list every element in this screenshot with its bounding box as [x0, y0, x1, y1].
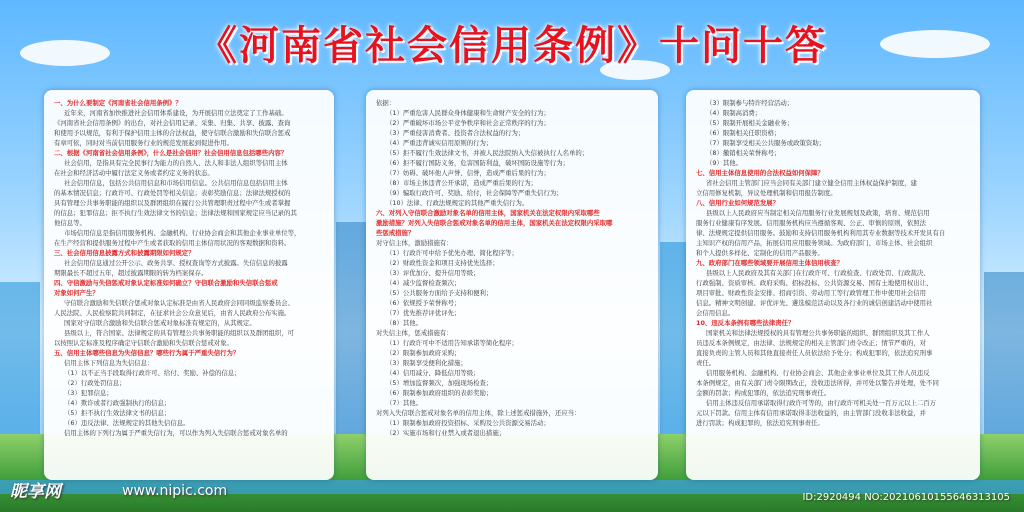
paragraph-line: 的信息；犯罪信息；拒不执行生效法律文书的信息；法律法规和国家规定应当记录的其	[54, 209, 297, 217]
paragraph-line: （4）信用减分、降低信用等级；	[386, 369, 480, 377]
section-heading: 三、社会信用信息披露方式和披露期限如何规定？	[54, 249, 195, 257]
paragraph-line: （2）限制参加政府采购；	[386, 349, 461, 357]
paragraph-line: 对守信主体，激励措施有：	[376, 239, 453, 247]
paragraph-line: （9）其他。	[706, 159, 743, 167]
paragraph-line: （7）限制享受相关公共服务或政策资助；	[706, 139, 826, 147]
text-panel-left	[44, 90, 334, 480]
paragraph-line: 国家对守信联合激励和失信联合惩戒对象标准有规定的，从其规定。	[64, 319, 256, 327]
paragraph-line: （4）限制高消费；	[706, 109, 762, 117]
paragraph-line: 责任。	[696, 359, 716, 367]
paragraph-line: 进行罚款；构成犯罪的，依法追究刑事责任。	[696, 419, 824, 427]
paragraph-line: 信息。精神文明创建、评优评先、遴选模范活动以及各行业的诚信创建活动中使用社	[696, 299, 933, 307]
paragraph-line: （6）限制相关任职资格；	[706, 129, 781, 137]
paragraph-line: （7）其他。	[386, 399, 423, 407]
paragraph-line: 社会信用，是指具有完全民事行为能力的自然人、法人和非法人组织等信用主体	[64, 159, 288, 167]
paragraph-line: 县级以上人民政府及其有关部门在行政许可、行政检查、行政处罚、行政裁决、	[706, 269, 930, 277]
paragraph-line: （8）撤销相关荣誉称号；	[706, 149, 781, 157]
paragraph-line: 信用主体下列信息为失信信息：	[64, 359, 154, 367]
section-heading: 一、为什么要制定《河南省社会信用条例》？	[54, 99, 182, 107]
paragraph-line: 信用主体违反信用承诺取得行政许可等的，由行政许可机关处一百万元以上二百万	[706, 399, 937, 407]
paragraph-line: 会信用信息。	[696, 309, 735, 317]
page-title: 《河南省社会信用条例》十问十答	[197, 23, 827, 69]
building-decoration	[984, 272, 1024, 442]
paragraph-line: （4）欺诈或者行政强制执行的信息；	[64, 399, 171, 407]
paragraph-line: （7）妨碍、破坏他人声誉、信誉，造成严重后果的行为；	[386, 169, 550, 177]
section-heading: 八、信用行业如何规范发展？	[696, 199, 780, 207]
paragraph-line: 在社会和经济活动中履行法定义务或者约定义务的状态。	[54, 169, 214, 177]
paragraph-line: 信用服务机构、金融机构、行业协会商会、其他企业事业单位及其工作人员违反	[706, 369, 930, 377]
paragraph-line: 有章可依，同时对当前信用服务行业的规范发展起到促进作用。	[54, 139, 233, 147]
section-heading: 10、违反本条例有哪些法律责任？	[696, 319, 795, 327]
section-heading: 激励措施？对列入失信联合惩戒对象名单的信用主体，国家机关在法定权限内采取哪	[376, 219, 613, 227]
paragraph-line: （2）严重破坏市场公平竞争秩序和社会正常秩序的行为；	[386, 119, 550, 127]
paragraph-line: 元以下罚款。信用主体有信用承诺取得非法收益的，由主管部门没收非法收益，并	[696, 409, 927, 417]
paragraph-line: （2）财政性资金和项目支持优先选择；	[386, 259, 499, 267]
paragraph-line: （6）违反法律、法规规定的其他失信信息。	[64, 419, 190, 427]
section-heading: 四、守信激励与失信惩戒对象认定标准如何确立？守信联合激励和失信联合惩戒	[54, 279, 278, 287]
paragraph-line: 在生产经营和提供服务过程中产生或者获取的信用主体信用状况的客观数据和资料。	[54, 239, 291, 247]
paragraph-line: （1）限制参加政府投资招标、采购及公共资源交易活动；	[386, 419, 550, 427]
paragraph-line: 县级以上人民政府应当制定相关信用服务行业发展规划及政策，培育、规范信用	[706, 209, 930, 217]
building-decoration	[0, 282, 40, 442]
watermark-url: www.nipic.com	[122, 483, 228, 499]
paragraph-line: （5）增加监督频次，加强现场检查；	[386, 379, 493, 387]
paragraph-line: 市场信用信息是指信用服务机构、金融机构、行业协会商会和其他企业事业单位等，	[64, 229, 301, 237]
paragraph-line: 县级以上，符合国家、法律规定的具有管理公共事务职能的组织以及群团组织，可	[64, 329, 295, 337]
paragraph-line: 和使用予以规范，有利于保护信用主体的合法权益，使守信联合激励和失信联合惩戒	[54, 129, 291, 137]
section-heading: 七、信用主体信息使用的合法权益如何保障？	[696, 169, 824, 177]
paragraph-line: 《河南省社会信用条例》的出台，对社会信用记录、采集、归集、共享、披露、查询	[54, 119, 291, 127]
paragraph-line: 主知识产权的信用产品，拓展信用应用服务领域。为政府部门、市场主体、社会组织	[696, 239, 933, 247]
paragraph-line: 省社会信用主管部门应当会同有关部门建立健全信用主体权益保护制度，建	[706, 179, 917, 187]
paragraph-line: 社会信用信息，包括公共信用信息和市场信用信息。公共信用信息包括信用主体	[64, 179, 288, 187]
paragraph-line: 和个人提供多样化、定制化的信用产品服务。	[696, 249, 824, 257]
paragraph-line: （4）严重违背诚实信用原则的行为；	[386, 139, 493, 147]
text-panel-right	[686, 90, 980, 480]
paragraph-line: （6）限制参加政府组织的表彰奖励；	[386, 389, 493, 397]
paragraph-line: 期限最长不超过五年，超过披露期限的转为档案保存。	[54, 269, 208, 277]
paragraph-line: （6）依规授予荣誉称号；	[386, 299, 461, 307]
paragraph-line: （1）严重危害人民群众身体健康和生命财产安全的行为；	[386, 109, 550, 117]
text-panel-middle	[366, 90, 658, 480]
section-heading: 些惩戒措施？	[376, 229, 415, 237]
image-id-text	[802, 491, 1010, 504]
paragraph-line: 对失信主体，惩戒措施有：	[376, 329, 453, 337]
paragraph-line: （3）限制参与特许经营活动；	[706, 99, 794, 107]
paragraph-line: 律、法规规定提供信用服务。鼓励和支持信用服务机构利用其专业数据等技术开发具有自	[696, 229, 946, 237]
paragraph-line: （4）减少监督检查频次；	[386, 279, 461, 287]
building-decoration	[660, 242, 686, 442]
section-heading: 五、信用主体哪些信息为失信信息？哪些行为属于严重失信行为？	[54, 349, 240, 357]
image-id: ID:2920494 NO:20210610155646313105	[802, 492, 1010, 503]
paragraph-line: （8）市场主体违背公开承诺，造成严重后果的行为；	[386, 179, 538, 187]
paragraph-line: 他信息等。	[54, 219, 86, 227]
section-heading: 二、根据《河南省社会信用条例》，什么是社会信用？社会信用信息包括哪些内容？	[54, 149, 288, 157]
paragraph-line: （3）严重侵害消费者、投资者合法权益的行为；	[386, 129, 525, 137]
paragraph-line: 对列入失信联合惩戒对象名单的信用主体，除上述惩戒措施外，还应当：	[376, 409, 581, 417]
paragraph-line: 国家机关和法律法规授权的具有管理公共事务职能的组织、群团组织及其工作人	[706, 329, 930, 337]
paragraph-line: 守信联合激励和失信联合惩戒对象认定标准是由省人民政府会同同级监察委员会、	[64, 299, 295, 307]
paragraph-line: 员违反本条例规定，由法律、法规规定的相关主管部门责令改正；情节严重的，对	[696, 339, 927, 347]
paragraph-line: （5）限制开展相关金融业务；	[706, 119, 794, 127]
paragraph-line: 以按照认定标准及程序确定守信联合激励和失信联合惩戒对象。	[54, 339, 233, 347]
paragraph-line: 具有管理公共事务职能的组织以及群团组织在履行公共管理职责过程中产生或者掌握	[54, 199, 291, 207]
paragraph-line: （1）行政许可中给予优先办理、简化程序等；	[386, 249, 518, 257]
paragraph-line: （3）限制享受便利化措施；	[386, 359, 467, 367]
paragraph-line: （2）实施市场和行业禁入或者退出措施；	[386, 429, 506, 437]
paragraph-line: 依据：	[376, 99, 396, 107]
paragraph-line: （5）拒不执行生效法律文书的信息；	[64, 409, 171, 417]
paragraph-line: （2）行政处罚信息；	[64, 379, 126, 387]
paragraph-line: （8）其他。	[386, 319, 423, 327]
building-decoration	[336, 222, 366, 442]
paragraph-line: 的基本情况信息；行政许可、行政处罚等相关信息；表彰奖励信息；法律法规授权的	[54, 189, 291, 197]
watermark-brand: 昵享网	[10, 482, 61, 502]
paragraph-line: 信用主体的下列行为属于严重失信行为，可以作为列入失信联合惩戒对象名单的	[64, 429, 288, 437]
paragraph-line: 行政强制、资质审核、政府采购、招标投标、公共资源交易、国有土地使用权出让、	[696, 279, 933, 287]
paragraph-line: （1）行政许可中不适用告知承诺等简化程序；	[386, 339, 518, 347]
section-heading: 六、对列入守信联合激励对象名单的信用主体，国家机关在法定权限内采取哪些	[376, 209, 600, 217]
paragraph-line: 项目审批、财政性资金安排、招商引资、劳动用工等行政管理工作中使用社会信用	[696, 289, 927, 297]
section-heading: 对象如何产生？	[54, 289, 99, 297]
paragraph-line: （3）犯罪信息；	[64, 389, 113, 397]
paragraph-line: （9）骗取行政许可、奖励、给付，社会保障等严重失信行为；	[386, 189, 563, 197]
paragraph-line: 服务行业健康有序发展。信用服务机构应当遵循客观、公正、审慎的原则，依照法	[696, 219, 927, 227]
paragraph-line: （3）评优加分、提升信用等级；	[386, 269, 480, 277]
paragraph-line: 立信用修复机制，异议处理机制和信用报告制度。	[696, 189, 837, 197]
paragraph-line: 人民法院、人民检察院共同制定，在征求社会公众意见后，由省人民政府公布实施。	[54, 309, 291, 317]
paragraph-line: （5）拒不履行生效法律文书，并被人民法院纳入失信被执行人名单的；	[386, 149, 589, 157]
paragraph-line: （5）公共服务方面给予支持和便利；	[386, 289, 493, 297]
paragraph-line: 金额的罚款；构成犯罪的，依法追究刑事责任。	[696, 389, 831, 397]
paragraph-line: 近年来，河南省加快推进社会信用体系建设，为开展信用立法奠定了工作基础。	[64, 109, 288, 117]
paragraph-line: 社会信用信息通过公开公示、政务共享、授权查询等方式披露。失信信息的披露	[64, 259, 288, 267]
section-heading: 九、政府部门在哪些领域要开展信用主体信用核查？	[696, 259, 843, 267]
paragraph-line: （10）法律、行政法规规定的其他严重失信行为。	[386, 199, 529, 207]
paragraph-line: （6）拒不履行国防义务，危害国防利益，破坏国防设施等行为；	[386, 159, 570, 167]
paragraph-line: （7）优先推荐评优评先；	[386, 309, 461, 317]
paragraph-line: 直接负责的主管人员和其他直接责任人员依法给予处分；构成犯罪的，依法追究刑事	[696, 349, 933, 357]
paragraph-line: （1）以不正当手段取得行政许可、给付、奖励、补偿的信息；	[64, 369, 241, 377]
paragraph-line: 本条例规定，由有关部门责令限期改正，没收违法所得，并可处以警告并处理，处不同	[696, 379, 939, 387]
